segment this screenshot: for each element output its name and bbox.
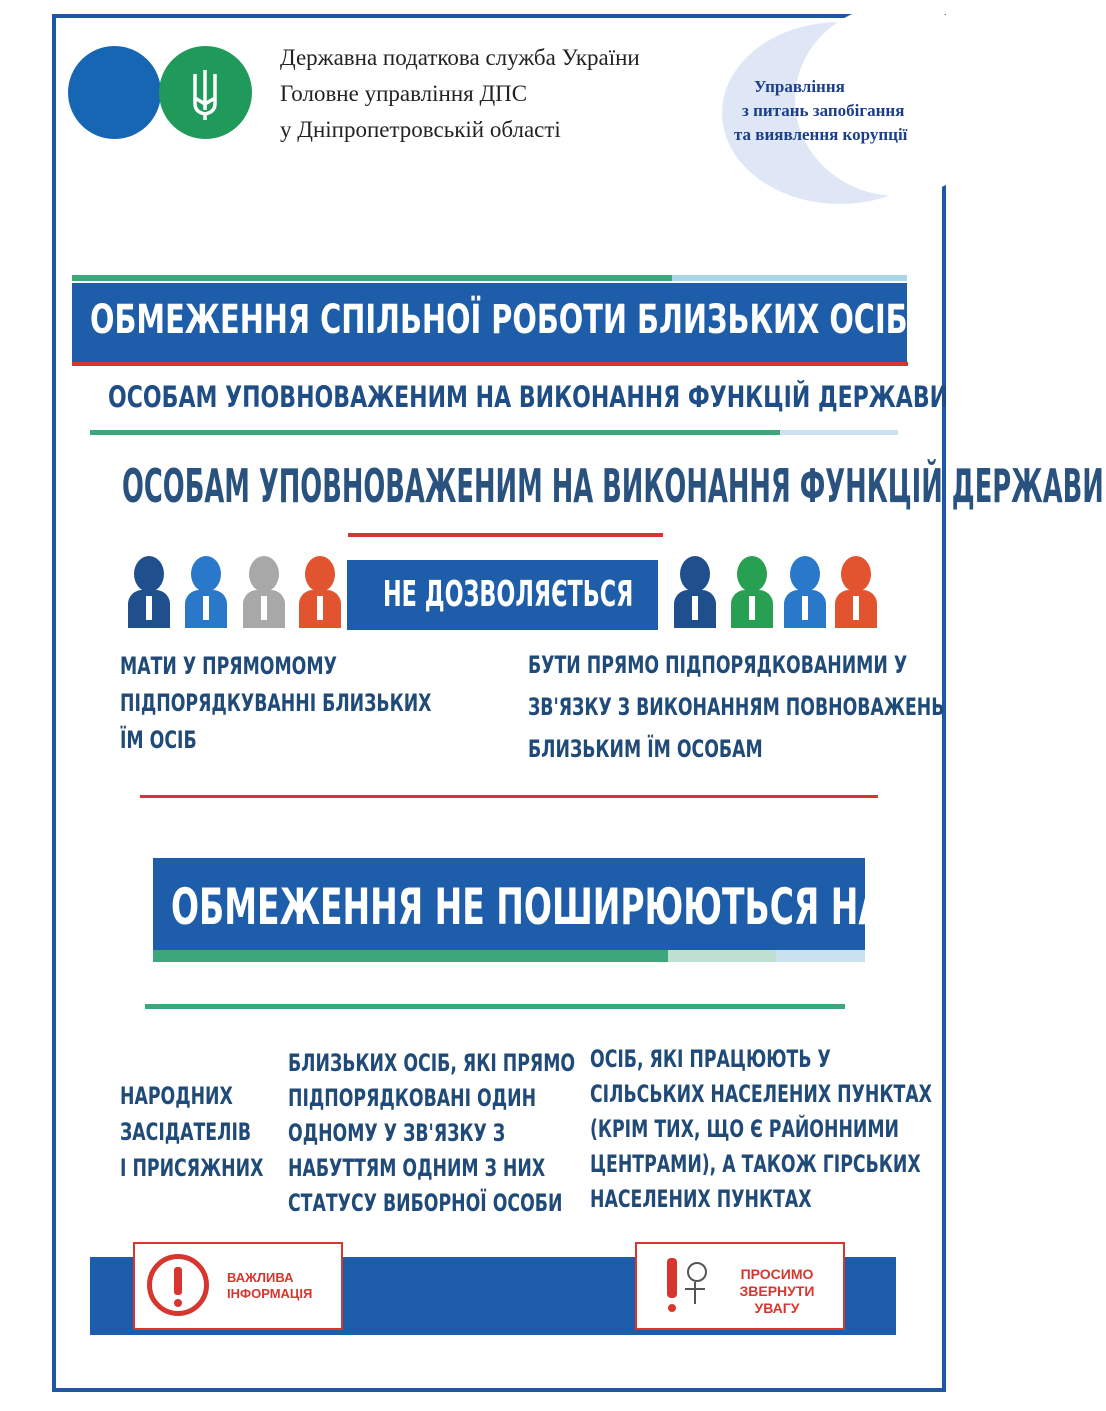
- person-icon: [299, 556, 341, 628]
- exception-line: НАБУТТЯМ ОДНИМ З НИХ: [288, 1154, 546, 1182]
- exception-line: І ПРИСЯЖНИХ: [120, 1154, 264, 1182]
- exclamation-icon: [147, 1254, 209, 1316]
- label-line: УВАГУ: [754, 1300, 800, 1316]
- banner-label: НЕ ДОЗВОЛЯЄТЬСЯ: [383, 574, 634, 615]
- exception-line: НАСЕЛЕНИХ ПУНКТАХ: [590, 1185, 812, 1213]
- exception-line: (КРІМ ТИХ, ЩО Є РАЙОННИМИ: [590, 1115, 900, 1143]
- exceptions-title: ОБМЕЖЕННЯ НЕ ПОШИРЮЮТЬСЯ НА:: [171, 878, 898, 936]
- not-allowed-banner: [347, 560, 658, 630]
- right-statement: [528, 644, 1106, 770]
- dept-line: з питань запобігання: [742, 101, 905, 120]
- exception-line: ОДНОМУ У ЗВ'ЯЗКУ З: [288, 1119, 506, 1147]
- accent-stripe-green: [153, 950, 668, 962]
- person-icon: [185, 556, 227, 628]
- important-info-label: [227, 1270, 312, 1302]
- important-info-box: [133, 1242, 343, 1330]
- statement-line: ПІДПОРЯДКУВАННІ БЛИЗЬКИХ: [120, 689, 432, 717]
- accent-stripe-green: [72, 275, 672, 281]
- label-line: ЗВЕРНУТИ: [739, 1283, 815, 1299]
- main-title-banner: [72, 283, 907, 363]
- subtitle: ОСОБАМ УПОВНОВАЖЕНИМ НА ВИКОНАННЯ ФУНКЦІЙ ДЕРЖАВИ: [108, 380, 949, 414]
- exception-line: ЗАСІДАТЕЛІВ: [120, 1118, 252, 1146]
- logo-blue-circle: [68, 46, 161, 139]
- exception-line: НАРОДНИХ: [120, 1082, 233, 1110]
- page-title: ОБМЕЖЕННЯ СПІЛЬНОЇ РОБОТИ БЛИЗЬКИХ ОСІБ: [90, 297, 908, 343]
- red-divider: [348, 533, 663, 537]
- attention-box: [635, 1242, 845, 1330]
- exceptions-title-banner: [153, 858, 898, 950]
- accent-stripe-light: [780, 430, 898, 435]
- person-icon: [784, 556, 826, 628]
- exception-line: СТАТУСУ ВИБОРНОЇ ОСОБИ: [288, 1189, 563, 1217]
- statement-line: БЛИЗЬКИМ ЇМ ОСОБАМ: [528, 735, 763, 763]
- label-line: ІНФОРМАЦІЯ: [227, 1286, 313, 1301]
- exception-line: ПІДПОРЯДКОВАНІ ОДИН: [288, 1084, 537, 1112]
- statement-line: БУТИ ПРЯМО ПІДПОРЯДКОВАНИМИ У: [528, 651, 908, 679]
- exception-line: ЦЕНТРАМИ), А ТАКОЖ ГІРСЬКИХ: [590, 1150, 921, 1178]
- statement-line: МАТИ У ПРЯМОМОМУ: [120, 652, 337, 680]
- person-icon: [674, 556, 716, 628]
- accent-stripe-light: [672, 275, 907, 281]
- person-exclamation-icon: [667, 1254, 717, 1320]
- person-icon: [731, 556, 773, 628]
- department-name: [726, 75, 966, 147]
- org-line: у Дніпропетровській області: [280, 117, 561, 142]
- subtitle-large: ОСОБАМ УПОВНОВАЖЕНИМ НА ВИКОНАННЯ ФУНКЦІЙ ДЕРЖАВИ: [122, 459, 1104, 513]
- exception-line: ОСІБ, ЯКІ ПРАЦЮЮТЬ У: [590, 1045, 831, 1073]
- org-line: Державна податкова служба України: [280, 45, 640, 70]
- left-statement: [120, 648, 553, 759]
- accent-stripe-green: [90, 430, 780, 435]
- statement-line: ЇМ ОСІБ: [120, 726, 197, 754]
- accent-stripe-green: [145, 1004, 845, 1009]
- person-icon: [835, 556, 877, 628]
- accent-stripe-light: [668, 950, 776, 962]
- dept-line: та виявлення корупції: [734, 125, 908, 144]
- org-line: Головне управління ДПС: [280, 81, 528, 106]
- person-icon: [243, 556, 285, 628]
- dept-line: Управління: [754, 77, 845, 96]
- red-divider: [140, 795, 878, 798]
- accent-stripe-light: [776, 950, 865, 962]
- trident-icon: [159, 46, 252, 139]
- label-line: ВАЖЛИВА: [227, 1270, 294, 1285]
- exception-col-3: [590, 1042, 1065, 1217]
- exception-line: БЛИЗЬКИХ ОСІБ, ЯКІ ПРЯМО: [288, 1049, 576, 1077]
- person-icon: [128, 556, 170, 628]
- attention-label: [727, 1266, 827, 1317]
- exception-line: СІЛЬСЬКИХ НАСЕЛЕНИХ ПУНКТАХ: [590, 1080, 933, 1108]
- label-line: ПРОСИМО: [740, 1266, 814, 1282]
- statement-line: ЗВ'ЯЗКУ З ВИКОНАННЯМ ПОВНОВАЖЕНЬ: [528, 693, 945, 721]
- organization-name: [280, 40, 640, 148]
- red-divider: [72, 362, 908, 366]
- logo-trident: [159, 46, 252, 139]
